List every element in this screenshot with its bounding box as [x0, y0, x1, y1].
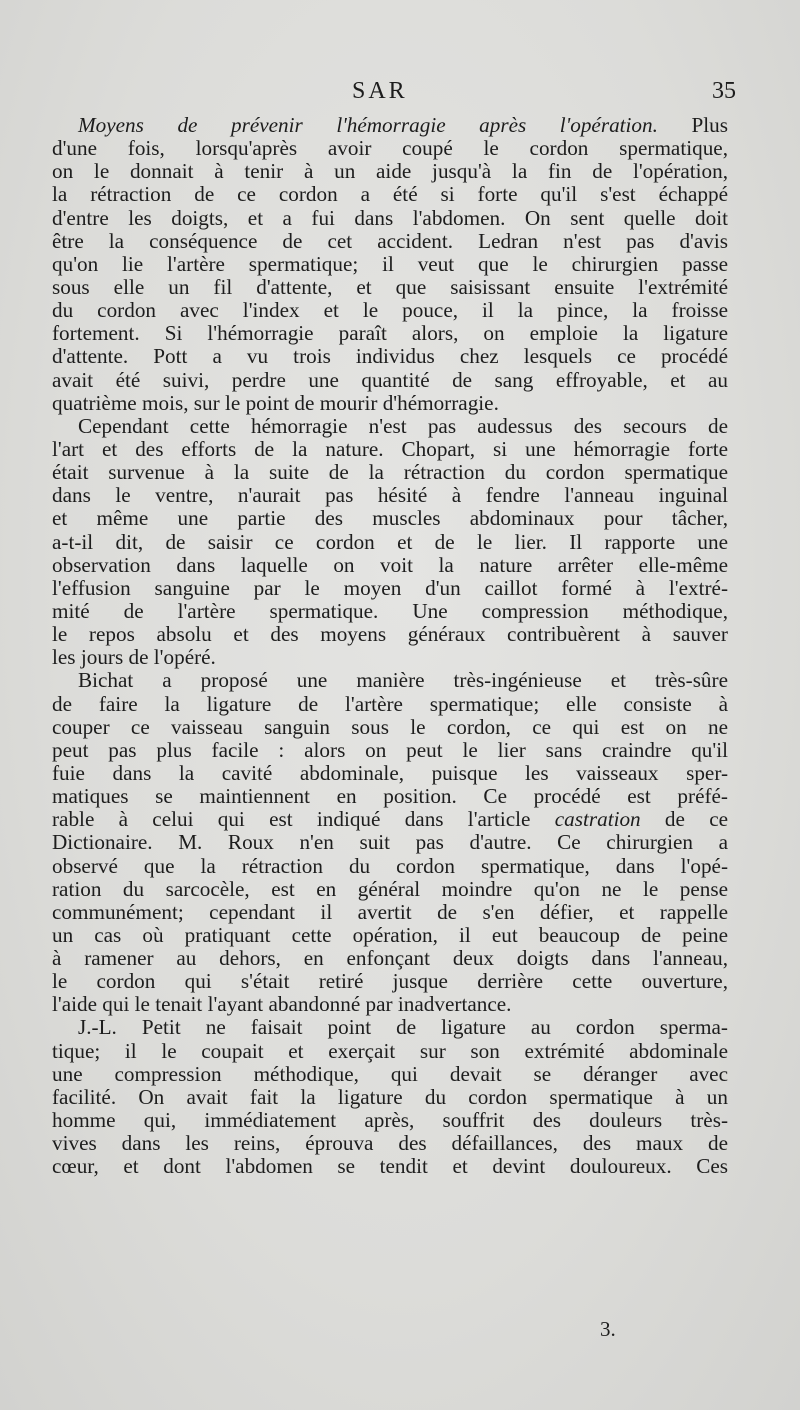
line-text: facilité. On avait fait la ligature du cordon spermatique à un — [52, 1084, 728, 1109]
text-line — [52, 716, 728, 739]
line-text: être la conséquence de cet accident. Ledran n'est pas d'avis — [52, 228, 728, 253]
text-line — [52, 392, 728, 415]
signature-mark: 3. — [600, 1317, 616, 1341]
line-text: homme qui, immédiatement après, souffrit des douleurs très- — [52, 1108, 728, 1133]
italic-term: castration — [554, 807, 641, 832]
text-line — [52, 160, 728, 183]
text-line — [52, 600, 728, 623]
line-text: le repos absolu et des moyens généraux contribuèrent à sauver — [52, 622, 728, 647]
text-line — [52, 461, 728, 484]
line-text: d'une fois, lorsqu'après avoir coupé le cordon spermatique, — [52, 136, 728, 161]
line-text: le cordon qui s'était retiré jusque derrière cette ouverture, — [52, 969, 728, 994]
page-header — [52, 78, 736, 108]
line-text: matiques se maintiennent en position. Ce procédé est préfé- — [52, 784, 728, 809]
text-line — [52, 901, 728, 924]
text-line — [52, 369, 728, 392]
line-text: d'attente. Pott a vu trois individus chez lesquels ce procédé — [52, 344, 728, 369]
line-text-tail: de ce — [640, 807, 728, 832]
line-text: peut pas plus facile : alors on peut le lier sans craindre qu'il — [52, 737, 728, 762]
text-line — [52, 183, 728, 206]
text-line — [52, 855, 728, 878]
text-line — [52, 924, 728, 947]
text-line — [52, 623, 728, 646]
line-text: l'effusion sanguine par le moyen d'un caillot formé à l'extré- — [52, 575, 728, 600]
text-line — [52, 1086, 728, 1109]
text-line — [52, 669, 728, 692]
line-text: un cas où pratiquant cette opération, il eut beaucoup de peine — [52, 922, 728, 947]
text-line — [52, 554, 728, 577]
text-line — [52, 438, 728, 461]
text-line — [52, 878, 728, 901]
text-line — [52, 785, 728, 808]
line-text: ration du sarcocèle, est en général moindre qu'on ne le pense — [52, 876, 728, 901]
text-line — [52, 1132, 728, 1155]
line-text: a-t-il dit, de saisir ce cordon et de le lier. Il rapporte une — [52, 529, 728, 554]
line-text: communément; cependant il avertit de s'en défier, et rappelle — [52, 899, 728, 924]
line-text: de faire la ligature de l'artère spermatique; elle consiste à — [52, 691, 728, 716]
text-line — [52, 531, 728, 554]
text-line — [52, 1155, 728, 1178]
line-text: observation dans laquelle on voit la nature arrêter elle-même — [52, 552, 728, 577]
line-text: quatrième mois, sur le point de mourir d'hémorragie. — [52, 390, 499, 415]
text-line — [52, 137, 728, 160]
text-line — [52, 322, 728, 345]
body-text — [52, 114, 728, 1178]
text-line — [52, 507, 728, 530]
text-line — [52, 762, 728, 785]
text-line — [52, 484, 728, 507]
line-text: tique; il le coupait et exerçait sur son extrémité abdominale — [52, 1038, 728, 1063]
line-text: cœur, et dont l'abdomen se tendit et devint douloureux. Ces — [52, 1154, 728, 1179]
line-text: avait été suivi, perdre une quantité de sang effroyable, et au — [52, 367, 728, 392]
text-line — [52, 1063, 728, 1086]
line-text: dans le ventre, n'aurait pas hésité à fendre l'anneau inguinal — [52, 483, 728, 508]
line-text: on le donnait à tenir à un aide jusqu'à la fin de l'opération, — [52, 159, 728, 184]
line-text: et même une partie des muscles abdominaux pour tâcher, — [52, 506, 728, 531]
text-line — [52, 276, 728, 299]
line-text: était survenue à la suite de la rétraction du cordon spermatique — [52, 460, 728, 485]
line-text: sous elle un fil d'attente, et que saisissant ensuite l'extrémité — [52, 274, 728, 299]
line-text: l'art et des efforts de la nature. Chopart, si une hémorragie forte — [52, 436, 728, 461]
line-text: à ramener au dehors, en enfonçant deux doigts dans l'anneau, — [52, 946, 728, 971]
text-line — [52, 1040, 728, 1063]
text-line — [52, 646, 728, 669]
line-text: une compression méthodique, qui devait se déranger avec — [52, 1061, 728, 1086]
line-text: d'entre les doigts, et a fui dans l'abdomen. On sent quelle doit — [52, 205, 728, 230]
text-line — [52, 114, 728, 137]
text-line — [52, 739, 728, 762]
line-text: fuie dans la cavité abdominale, puisque les vaisseaux sper- — [52, 760, 728, 785]
line-text: Dictionaire. M. Roux n'en suit pas d'autre. Ce chirurgien a — [52, 830, 728, 855]
line-text: Cependant cette hémorragie n'est pas audessus des secours de — [78, 413, 728, 438]
line-text: couper ce vaisseau sanguin sous le cordon, ce qui est on ne — [52, 714, 728, 739]
line-text: mité de l'artère spermatique. Une compression méthodique, — [52, 598, 728, 623]
page-number: 35 — [712, 78, 736, 104]
section-heading: Moyens de prévenir l'hémorragie après l'opération. — [78, 113, 658, 137]
running-head: SAR — [352, 78, 408, 104]
line-text: J.-L. Petit ne faisait point de ligature au cordon sperma- — [78, 1015, 728, 1040]
text-line — [52, 970, 728, 993]
line-text: observé que la rétraction du cordon spermatique, dans l'opé- — [52, 853, 728, 878]
line-text: qu'on lie l'artère spermatique; il veut que le chirurgien passe — [52, 251, 728, 276]
line-text: les jours de l'opéré. — [52, 645, 216, 670]
text-line — [52, 299, 728, 322]
line-text: la rétraction de ce cordon a été si forte qu'il s'est échappé — [52, 182, 728, 207]
text-line — [52, 1016, 728, 1039]
text-line — [52, 993, 728, 1016]
line-text: l'aide qui le tenait l'ayant abandonné par inadvertance. — [52, 992, 512, 1017]
line-text: fortement. Si l'hémorragie paraît alors, on emploie la ligature — [52, 321, 728, 346]
line-text: rable à celui qui est indiqué dans l'article — [52, 807, 531, 832]
text-line — [52, 831, 728, 854]
text-line — [52, 808, 728, 831]
line-text: Plus — [657, 113, 728, 137]
text-line — [52, 693, 728, 716]
text-line — [52, 230, 728, 253]
text-line — [52, 207, 728, 230]
text-line — [52, 577, 728, 600]
text-line — [52, 1109, 728, 1132]
text-line — [52, 947, 728, 970]
text-line — [52, 253, 728, 276]
line-text: Bichat a proposé une manière très-ingénieuse et très-sûre — [78, 668, 728, 693]
text-line — [52, 345, 728, 368]
line-text: vives dans les reins, éprouva des défaillances, des maux de — [52, 1131, 728, 1156]
text-line — [52, 415, 728, 438]
line-text: du cordon avec l'index et le pouce, il la pince, la froisse — [52, 298, 728, 323]
